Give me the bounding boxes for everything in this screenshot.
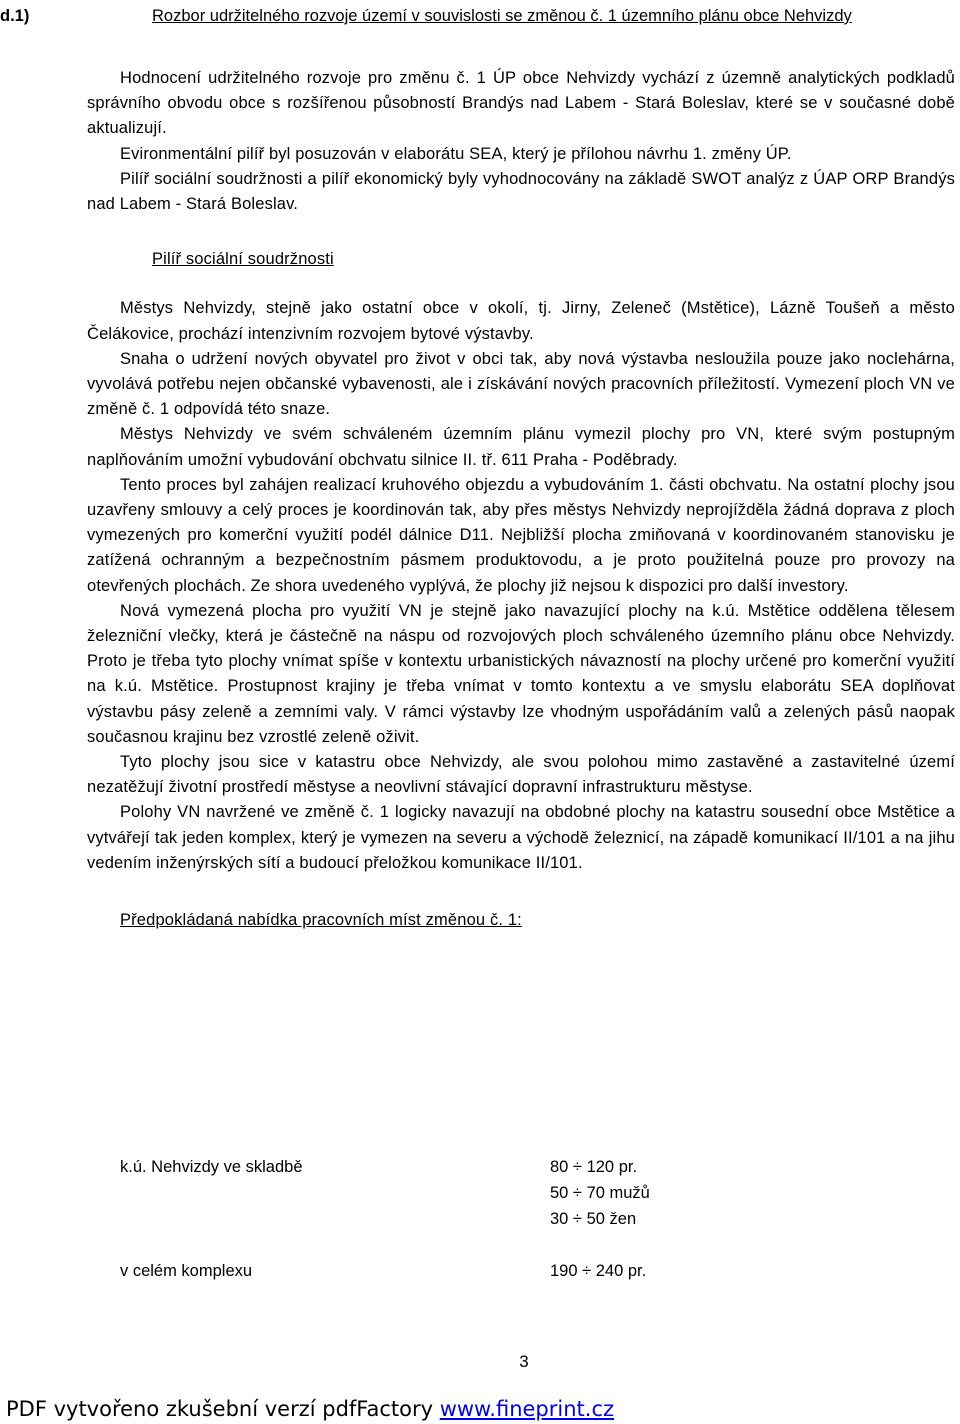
section-number: d.1)	[0, 7, 30, 25]
jobs-title: Předpokládaná nabídka pracovních míst změnou č. 1:	[120, 911, 522, 930]
jobs-row-value: 30 ÷ 50 žen	[550, 1210, 637, 1228]
jobs-row	[87, 1210, 787, 1236]
body-paragraph: Nová vymezená plocha pro využití VN je stejně jako navazující plochy na k.ú. Mstětice oddělena tělesem železniční vlečky, která je částečně na náspu od rozvojových ploch schváleného územního plánu obce Nehvizdy. Proto je třeba tyto plochy vnímat spíše v kontextu urbanistických návazností na plochy určené pro komerční využití na k.ú. Mstětice. Prostupnost krajiny je třeba vnímat v tomto kontextu a ve smyslu elaborátu SEA doplňovat výstavbu pásy zeleně a zemními valy. V rámci výstavby lze vhodným uspořádáním valů a zelených pásů naopak současnou krajinu bez vzrostlé zeleně oživit.	[87, 601, 955, 746]
pdf-footer	[6, 1397, 614, 1421]
jobs-row-value: 50 ÷ 70 mužů	[550, 1184, 650, 1202]
jobs-row-label: v celém komplexu	[120, 1262, 253, 1280]
body-paragraph: Městys Nehvizdy ve svém schváleném územním plánu vymezil plochy pro VN, které svým postupným naplňováním umožní vybudování obchvatu silnice II. tř. 611 Praha - Poděbrady.	[87, 425, 955, 469]
footer-link[interactable]: www.fineprint.cz	[439, 1397, 615, 1421]
jobs-row	[87, 1262, 787, 1288]
jobs-row-value: 190 ÷ 240 pr.	[550, 1262, 647, 1280]
footer-text: PDF vytvořeno zkušební verzí pdfFactory	[6, 1397, 440, 1421]
body-paragraph: Snaha o udržení nových obyvatel pro život v obci tak, aby nová výstavba nesloužila pouze jako noclehárna, vyvolává potřebu nejen občanské vybavenosti, ale i získávání nových pracovních příležitostí. Vymezení ploch VN ve změně č. 1 odpovídá této snaze.	[87, 349, 955, 419]
intro-paragraph: Hodnocení udržitelného rozvoje pro změnu č. 1 ÚP obce Nehvizdy vychází z územně analytických podkladů správního obvodu obce s rozšířenou působností Brandýs nad Labem - Stará Boleslav, které se v současné době aktualizují.	[87, 69, 955, 138]
body-paragraph: Polohy VN navržené ve změně č. 1 logicky navazují na obdobné plochy na katastru sousední obce Mstětice a vytvářejí tak jeden komplex, který je vymezen na severu a východě železnicí, na západě komunikací II/101 a na jihu vedením inženýrských sítí a budoucí přeložkou komunikace II/101.	[87, 803, 955, 872]
jobs-row-value: 80 ÷ 120 pr.	[550, 1158, 638, 1176]
document-body	[87, 66, 955, 933]
intro-paragraph: Evironmentální pilíř byl posuzován v elaborátu SEA, který je přílohou návrhu 1. změny ÚP.	[120, 144, 792, 163]
body-paragraph: Tento proces byl zahájen realizací kruhového objezdu a vybudováním 1. části obchvatu. Na ostatní plochy jsou uzavřeny smlouvy a celý proces je koordinován tak, aby přes městys Nehvizdy neprojížděla žádná doprava z ploch vymezených pro komerční využití podél dálnice D11. Nejbližší plocha zmiňovaná v koordinovaném stanovisku je zatížená ochranným a bezpečnostním pásmem produktovodu, a je proto použitelná pouze pro provozy na otevřených plochách. Ze shora uvedeného vyplývá, že plochy již nejsou k dispozici pro další investory.	[87, 475, 955, 595]
page-number: 3	[519, 1352, 529, 1371]
body-paragraph: Městys Nehvizdy, stejně jako ostatní obce v okolí, tj. Jirny, Zeleneč (Mstětice), Lázně Toušeň a město Čelákovice, prochází intenzivním rozvojem bytové výstavby.	[87, 299, 955, 343]
jobs-row	[87, 1184, 787, 1210]
jobs-row-label: k.ú. Nehvizdy ve skladbě	[120, 1158, 303, 1176]
intro-paragraph: Pilíř sociální soudržnosti a pilíř ekonomický byly vyhodnocovány na základě SWOT analýz z ÚAP ORP Brandýs nad Labem - Stará Boleslav.	[87, 169, 955, 214]
section-title: Rozbor udržitelného rozvoje území v souvislosti se změnou č. 1 územního plánu obce Nehvizdy	[152, 7, 852, 25]
jobs-row	[87, 1158, 787, 1184]
body-paragraph: Tyto plochy jsou sice v katastru obce Nehvizdy, ale svou polohou mimo zastavěné a zastavitelné území nezatěžují životní prostředí městyse a neovlivní stávající dopravní infrastrukturu městyse.	[87, 753, 955, 797]
subsection-title: Pilíř sociální soudržnosti	[152, 250, 334, 269]
